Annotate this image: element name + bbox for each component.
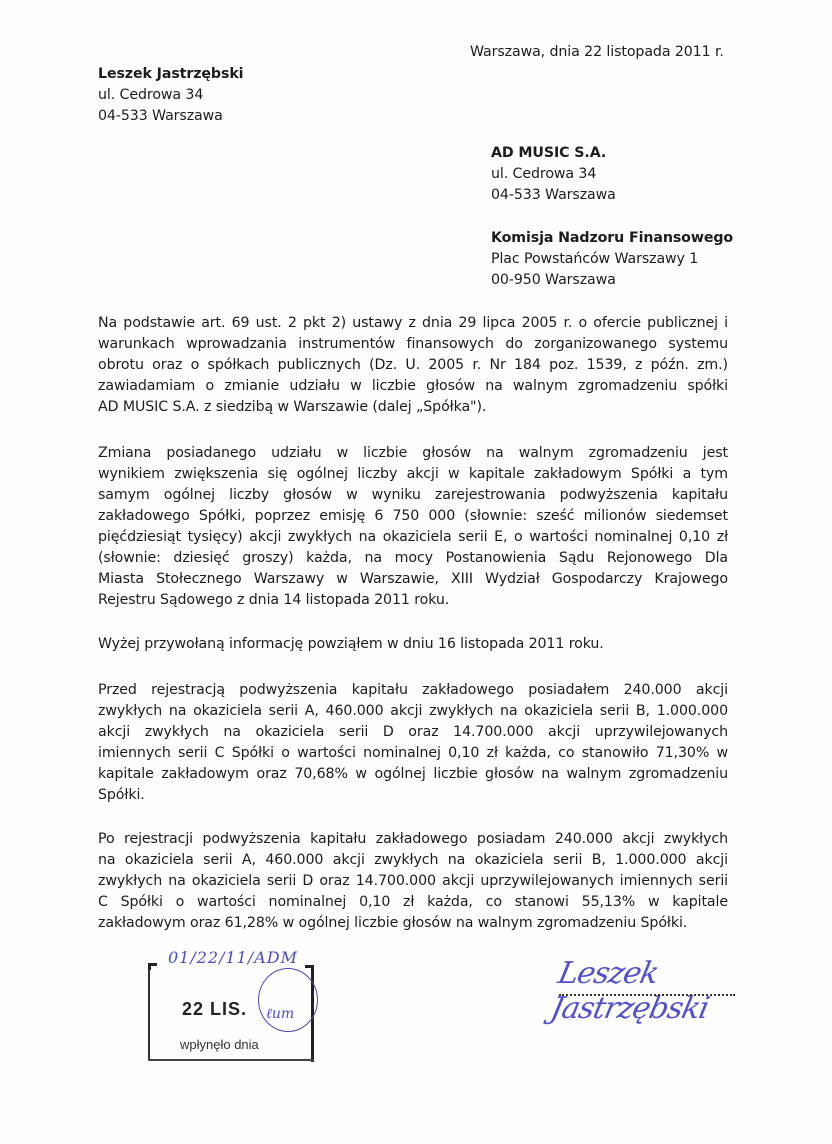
text-line: Zmiana posiadanego udziału w liczbie głosów na walnym zgromadzeniu jest bbox=[98, 445, 728, 461]
text-line: Rejestru Sądowego z dnia 14 listopada 2011 roku. bbox=[98, 592, 450, 608]
sender-city: 04-533 Warszawa bbox=[98, 108, 223, 124]
text-line: na okaziciela serii A, 460.000 akcji zwykłych na okaziciela serii B, 1.000.000 akcji bbox=[98, 852, 728, 868]
paragraph-before-registration bbox=[98, 680, 728, 806]
text-line: zwykłych na okaziciela serii A, 460.000 akcji zwykłych na okaziciela serii B, 1.000.000 bbox=[98, 703, 728, 719]
paragraph-after-registration bbox=[98, 829, 728, 934]
text-line: pięćdziesiąt tysięcy) akcji zwykłych na okaziciela serii E, o wartości nominalnej 0,10 zł bbox=[98, 529, 728, 545]
recipient-company bbox=[491, 143, 616, 206]
signature-handwriting: Leszek Jastrzębski bbox=[547, 956, 712, 1026]
paragraph-legal-basis bbox=[98, 313, 728, 418]
text-line: warunkach wprowadzania instrumentów finansowych do zorganizowanego systemu bbox=[98, 336, 728, 352]
text-line: C Spółki o wartości nominalnej 0,10 zł każda, co stanowi 55,13% w kapitale bbox=[98, 894, 728, 910]
signature-dotted-line bbox=[559, 994, 735, 996]
text-line: Po rejestracji podwyższenia kapitału zakładowego posiadam 240.000 akcji zwykłych bbox=[98, 831, 728, 847]
stamp-border-left bbox=[148, 963, 150, 1059]
signature bbox=[547, 948, 765, 1028]
recipient-city: 00-950 Warszawa bbox=[491, 272, 616, 288]
text-line: zawiadamiam o zmianie udziału w liczbie głosów na walnym zgromadzeniu spółki bbox=[98, 378, 728, 394]
text-line: (słownie: dziesięć groszy) każda, na mocy Postanowienia Sądu Rejonowego Dla bbox=[98, 550, 728, 566]
stamp-label: wpłynęło dnia bbox=[180, 1037, 259, 1052]
recipient-name: AD MUSIC S.A. bbox=[491, 145, 607, 161]
text-line: kapitale zakładowym oraz 70,68% w ogólnej liczbie głosów na walnym zgromadzeniu bbox=[98, 766, 728, 782]
text-line: Na podstawie art. 69 ust. 2 pkt 2) ustawy z dnia 29 lipca 2005 r. o ofercie publicznej i bbox=[98, 315, 728, 331]
recipient-city: 04-533 Warszawa bbox=[491, 187, 616, 203]
text-line: zakładowego Spółki, poprzez emisję 6 750 000 (słownie: sześć milionów siedemset bbox=[98, 508, 728, 524]
text-line: imiennych serii C Spółki o wartości nominalnej 0,10 zł każda, co stanowiło 71,30% w bbox=[98, 745, 728, 761]
text-line: AD MUSIC S.A. z siedzibą w Warszawie (dalej „Spółka"). bbox=[98, 399, 487, 415]
stamp-initials: ℓum bbox=[266, 1006, 295, 1022]
sender-street: ul. Cedrowa 34 bbox=[98, 87, 204, 103]
text-line: Spółki. bbox=[98, 787, 145, 803]
sender-address bbox=[98, 64, 243, 127]
stamp-date: 22 LIS. bbox=[182, 999, 248, 1019]
recipient-street: Plac Powstańców Warszawy 1 bbox=[491, 251, 699, 267]
text-line: akcji zwykłych na okaziciela serii D oraz 14.700.000 akcji uprzywilejowanych bbox=[98, 724, 728, 740]
recipient-name: Komisja Nadzoru Finansowego bbox=[491, 230, 734, 246]
stamp-corner bbox=[148, 963, 157, 970]
text-line: zwykłych na okaziciela serii D oraz 14.700.000 akcji uprzywilejowanych imiennych serii bbox=[98, 873, 728, 889]
text-line: samym ogólnej liczby głosów w wyniku zarejestrowania podwyższenia kapitału bbox=[98, 487, 728, 503]
stamp-border-bottom bbox=[148, 1059, 314, 1061]
recipient-street: ul. Cedrowa 34 bbox=[491, 166, 597, 182]
text-line: Wyżej przywołaną informację powziąłem w dniu 16 listopada 2011 roku. bbox=[98, 636, 604, 652]
sender-name: Leszek Jastrzębski bbox=[98, 66, 244, 82]
recipient-regulator bbox=[491, 228, 733, 291]
text-line: obrotu oraz o spółkach publicznych (Dz. U. 2005 r. Nr 184 poz. 1539, z późn. zm.) bbox=[98, 357, 728, 373]
paragraph-change-reason bbox=[98, 443, 728, 611]
text-line: Przed rejestracją podwyższenia kapitału zakładowego posiadałem 240.000 akcji bbox=[98, 682, 728, 698]
place-date: Warszawa, dnia 22 listopada 2011 r. bbox=[470, 44, 724, 60]
text-line: Miasta Stołecznego Warszawy w Warszawie, XIII Wydział Gospodarczy Krajowego bbox=[98, 571, 728, 587]
paragraph-notice-date bbox=[98, 634, 728, 655]
text-line: wynikiem zwiększenia się ogólnej liczby akcji w kapitale zakładowym Spółki a tym bbox=[98, 466, 728, 482]
stamp-handwritten-note: 01/22/11/ADM bbox=[168, 948, 299, 967]
text-line: zakładowym oraz 61,28% w ogólnej liczbie głosów na walnym zgromadzeniu Spółki. bbox=[98, 915, 688, 931]
